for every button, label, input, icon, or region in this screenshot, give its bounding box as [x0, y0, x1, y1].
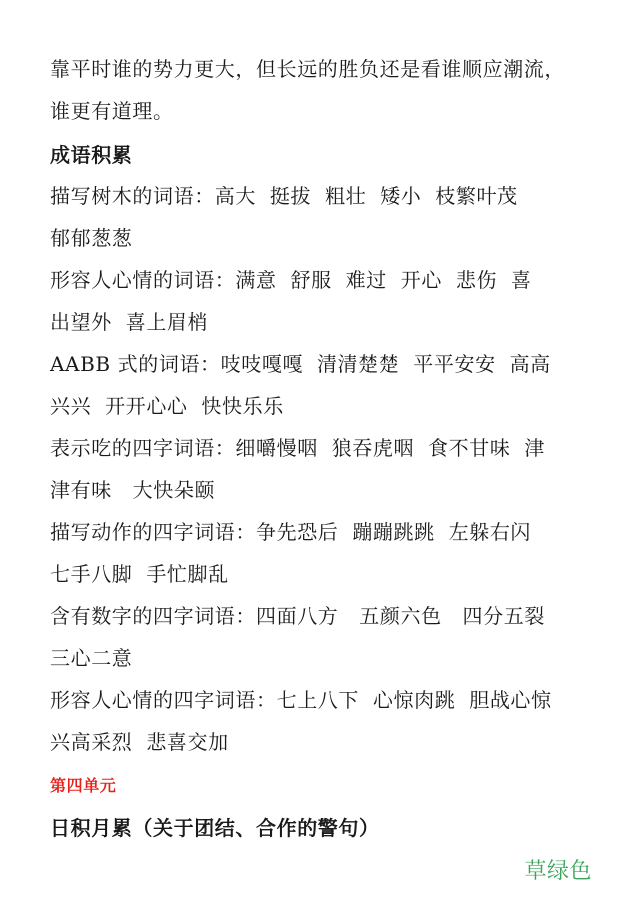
- mood-words-line: 形容人心情的词语：满意 舒服 难过 开心 悲伤 喜: [50, 268, 532, 292]
- tree-words-line: 描写树木的词语：高大 挺拔 粗壮 矮小 枝繁叶茂: [50, 184, 518, 208]
- daily-accumulation-heading: 日积月累（关于团结、合作的警句）: [50, 816, 380, 840]
- number-idioms-line-continued: 三心二意: [50, 646, 133, 670]
- aabb-words-line-continued: 兴兴 开开心心 快快乐乐: [50, 394, 284, 418]
- section-heading-idiom-accumulation: 成语积累: [50, 143, 133, 167]
- unit-four-heading: 第四单元: [50, 776, 117, 795]
- action-idioms-line-continued: 七手八脚 手忙脚乱: [50, 562, 229, 586]
- action-idioms-line: 描写动作的四字词语：争先恐后 蹦蹦跳跳 左躲右闪: [50, 520, 532, 544]
- body-text-line: 靠平时谁的势力更大，但长远的胜负还是看谁顺应潮流，: [50, 57, 565, 81]
- eating-idioms-line-continued: 津有味 大快朵颐: [50, 478, 216, 502]
- aabb-words-line: AABB 式的词语：吱吱嘎嘎 清清楚楚 平平安安 高高: [50, 352, 551, 376]
- mood-words-line-continued: 出望外 喜上眉梢: [50, 310, 209, 334]
- watermark-label: 草绿色: [524, 859, 592, 884]
- number-idioms-line: 含有数字的四字词语：四面八方 五颜六色 四分五裂: [50, 604, 545, 628]
- mood-idioms-line: 形容人心情的四字词语：七上八下 心惊肉跳 胆战心惊: [50, 688, 552, 712]
- eating-idioms-line: 表示吃的四字词语：细嚼慢咽 狼吞虎咽 食不甘味 津: [50, 436, 545, 460]
- tree-words-line-continued: 郁郁葱葱: [50, 226, 133, 250]
- body-text-line: 谁更有道理。: [50, 99, 174, 123]
- mood-idioms-line-continued: 兴高采烈 悲喜交加: [50, 730, 229, 754]
